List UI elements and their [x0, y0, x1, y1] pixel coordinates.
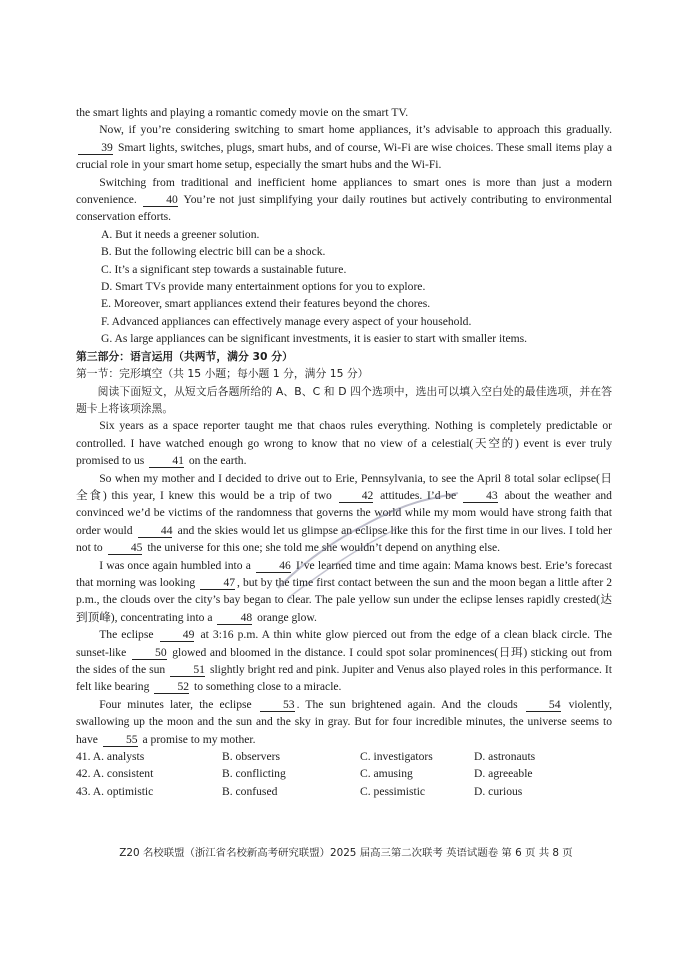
text: I was once again humbled into a: [99, 558, 251, 572]
page-footer: Z20 名校联盟（浙江省名校新高考研究联盟）2025 届高三第二次联考 英语试题卷 第 6 页 共 8 页: [119, 847, 573, 859]
text: Smart lights, switches, plugs, smart hubs, and of course, Wi-Fi are wise choices. These small items play a crucial role in your smart home setup, especially the smart hubs and the Wi-Fi.: [76, 140, 612, 172]
section-instructions: 阅读下面短文，从短文后各题所给的 A、B、C 和 D 四个选项中，选出可以填入空白处的最佳选项，并在答题卡上将该项涂黑。: [76, 384, 612, 415]
option-a: A. But it needs a greener solution.: [101, 227, 260, 241]
section-subtitle: 第一节：完形填空（共 15 小题；每小题 1 分，满分 15 分）: [76, 367, 369, 381]
text: on the earth.: [188, 454, 247, 468]
passage-line: the smart lights and playing a romantic comedy movie on the smart TV.: [76, 106, 409, 119]
blank-40: 40: [143, 193, 178, 207]
exam-page: [76, 104, 612, 800]
question-42: [76, 765, 612, 782]
text: the universe for this one; she told me she wouldn’t depend on anything else.: [147, 541, 501, 555]
cloze-paragraph-2: [76, 470, 612, 557]
cloze-paragraph-4: [76, 626, 612, 696]
blank-52: 52: [154, 680, 189, 694]
text: attitudes. I’d be: [380, 488, 457, 502]
cloze-paragraph-3: [76, 557, 612, 627]
question-41: [76, 748, 612, 765]
text: The eclipse: [99, 628, 154, 642]
text: glowed and bloomed in the distance. I could spot solar prominences(日珥) sticking out from the sides of the sun: [76, 645, 612, 676]
option-e: E. Moreover, smart appliances extend their features beyond the chores.: [101, 297, 431, 311]
option-b: B. But the following electric bill can be a shock.: [101, 245, 326, 259]
option-c: C. It’s a significant step towards a sustainable future.: [101, 262, 347, 276]
blank-53: 53: [260, 698, 295, 712]
choice-b: B. confused: [222, 784, 278, 798]
choice-c: C. pessimistic: [360, 784, 426, 798]
text: Now, if you’re considering switching to smart home appliances, it’s advisable to approach this gradually.: [99, 123, 612, 137]
blank-48: 48: [217, 611, 252, 625]
passage-paragraph: [76, 121, 612, 173]
choice-b: B. observers: [222, 750, 280, 764]
text: violently, swallowing up the moon and the sun and the sky in gray. But for four incredible minutes, the universe seems to have: [76, 697, 612, 746]
blank-49: 49: [160, 628, 195, 642]
choice-d: D. curious: [474, 784, 523, 798]
text: , but by the time first contact between the sun and the moon began a little after 2 p.m., the clouds over the city’s bay began to clear. The pale yellow sun under the eclipse lenses rapidly crested(达到顶峰), concentrating into a: [76, 575, 612, 624]
blank-45: 45: [108, 541, 143, 555]
blank-41: 41: [149, 454, 184, 468]
option-f: F. Advanced appliances can effectively manage every aspect of your household.: [101, 314, 472, 328]
option-g: G. As large appliances can be significant investments, it is easier to start with smaller items.: [101, 332, 528, 346]
text: a promise to my mother.: [142, 732, 256, 746]
text: You’re not just simplifying your daily routines but actively contributing to environmental conservation efforts.: [76, 193, 612, 224]
choice-a: 43. A. optimistic: [76, 784, 154, 798]
blank-50: 50: [132, 646, 167, 660]
text: Four minutes later, the eclipse: [99, 697, 252, 711]
choice-a: 42. A. consistent: [76, 767, 154, 781]
text: slightly bright red and pink. Jupiter and Venus also played roles in this performance. It felt like bearing: [76, 663, 612, 694]
text: at 3:16 p.m. A thin white glow pierced out from the edge of a clean black circle. The sunset-like: [76, 628, 612, 659]
question-43: [76, 783, 612, 800]
section-title: 第三部分：语言运用（共两节，满分 30 分）: [76, 349, 293, 363]
choice-a: 41. A. analysts: [76, 750, 145, 764]
text: I’ve learned time and time again: Mama knows best. Erie’s forecast that morning was looking: [76, 558, 613, 589]
text: and the skies would let us glimpse an eclipse like this for the first time in our lives. I told her not to: [76, 523, 612, 555]
text: . The sun brightened again. And the clouds: [296, 697, 518, 711]
blank-43: 43: [463, 489, 498, 503]
blank-39: 39: [78, 141, 113, 155]
blank-51: 51: [170, 663, 205, 677]
choice-c: C. investigators: [360, 750, 433, 764]
choice-c: C. amusing: [360, 767, 413, 781]
blank-46: 46: [256, 559, 291, 573]
text: Six years as a space reporter taught me that chaos rules everything. Nothing is completely predictable or controlled. I have watched enough go wrong to know that no view of a celestial(天空的) event is ever truly promised to us: [76, 419, 612, 468]
blank-47: 47: [200, 576, 235, 590]
text: Switching from traditional and inefficient home appliances to smart ones is more than just a modern convenience.: [76, 175, 612, 207]
text: to something close to a miracle.: [194, 680, 342, 694]
blank-54: 54: [526, 698, 561, 712]
text: So when my mother and I decided to drive out to Erie, Pennsylvania, to see the April 8 total solar eclipse(日全食) this year, I knew this would be a trip of two: [76, 471, 612, 502]
choice-d: D. astronauts: [474, 750, 536, 764]
text: orange glow.: [257, 610, 317, 624]
blank-44: 44: [138, 524, 173, 538]
blank-42: 42: [339, 489, 374, 503]
choice-d: D. agreeable: [474, 767, 533, 781]
choice-b: B. conflicting: [222, 767, 286, 781]
passage-paragraph: [76, 174, 612, 226]
blank-55: 55: [103, 733, 138, 747]
cloze-paragraph-5: [76, 696, 612, 748]
option-d: D. Smart TVs provide many entertainment options for you to explore.: [101, 280, 426, 294]
text: about the weather and convinced we’d be victims of the randomness that governs the world while my mom would have strong faith that order would: [76, 488, 612, 537]
cloze-paragraph-1: [76, 417, 612, 469]
